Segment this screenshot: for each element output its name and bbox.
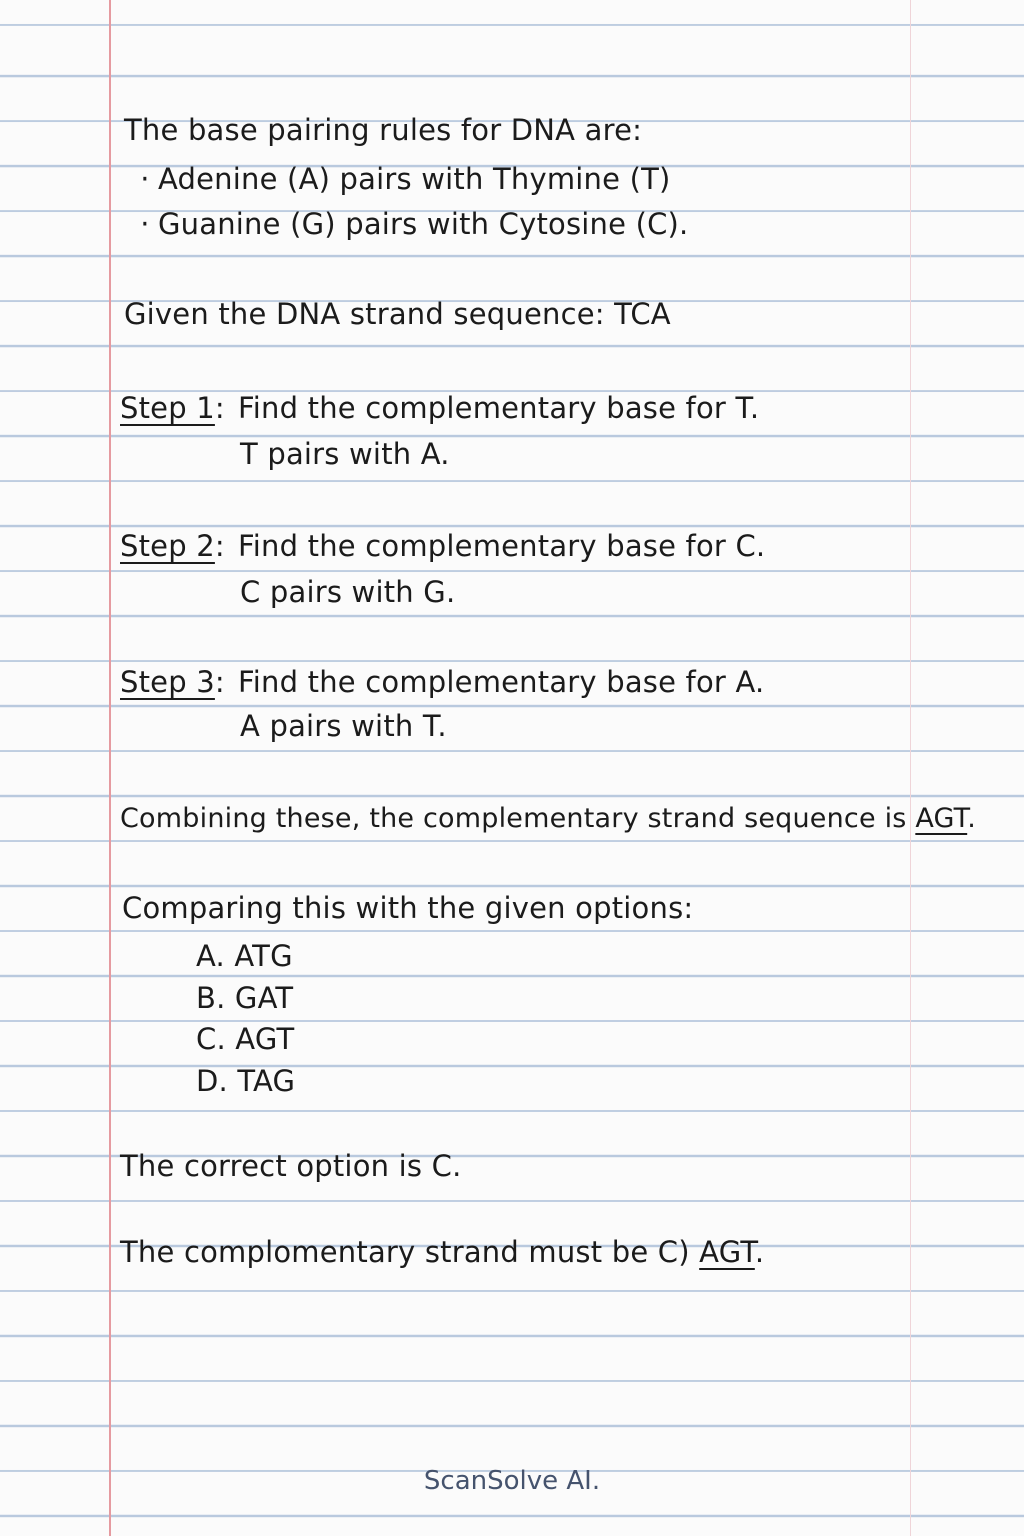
step-3-label: Step 3 xyxy=(120,665,215,699)
option-c: C. AGT xyxy=(196,1022,295,1056)
final-answer: AGT xyxy=(699,1235,755,1269)
step-2-label: Step 2 xyxy=(120,529,215,563)
combining-answer: AGT xyxy=(915,803,968,834)
step-1-instruction-line xyxy=(120,390,759,426)
step-3-instruction-line xyxy=(120,664,764,700)
option-a: A. ATG xyxy=(196,939,293,973)
rule-guanine-text: Guanine (G) pairs with Cytosine (C). xyxy=(158,207,689,241)
rule-adenine xyxy=(132,161,671,197)
bullet-dot: · xyxy=(140,162,150,196)
comparing-sentence: Comparing this with the given options: xyxy=(122,891,694,925)
given-sequence: Given the DNA strand sequence: TCA xyxy=(124,297,671,331)
rule-guanine xyxy=(132,206,688,242)
bullet-dot: · xyxy=(140,207,150,241)
combining-end: . xyxy=(967,803,976,834)
final-end: . xyxy=(754,1235,765,1269)
step-1-instruction: Find the complementary base for T. xyxy=(238,391,760,425)
step-2-instruction-line xyxy=(120,528,765,564)
step-1-label: Step 1 xyxy=(120,391,215,425)
red-margin-line xyxy=(109,0,111,1536)
option-b: B. GAT xyxy=(196,981,294,1015)
rules-intro: The base pairing rules for DNA are: xyxy=(124,113,643,147)
step-2-label-wrap xyxy=(120,528,238,564)
footer-brand: ScanSolve AI. xyxy=(423,1466,601,1496)
final-text: The complomentary strand must be C) xyxy=(120,1235,700,1269)
step-3-label-wrap xyxy=(120,664,238,700)
step-1-label-wrap xyxy=(120,390,238,426)
step-2-colon: : xyxy=(214,529,225,563)
step-2-instruction: Find the complementary base for C. xyxy=(238,529,766,563)
step-3-result: A pairs with T. xyxy=(240,709,447,743)
option-d: D. TAG xyxy=(196,1064,296,1098)
correct-option: The correct option is C. xyxy=(120,1149,462,1183)
combining-text: Combining these, the complementary strand sequence is xyxy=(120,803,916,834)
rule-adenine-text: Adenine (A) pairs with Thymine (T) xyxy=(158,162,671,196)
final-sentence xyxy=(120,1234,764,1270)
step-3-colon: : xyxy=(214,665,225,699)
step-3-instruction: Find the complementary base for A. xyxy=(238,665,765,699)
step-1-result: T pairs with A. xyxy=(240,437,450,471)
step-1-colon: : xyxy=(214,391,225,425)
combining-sentence xyxy=(120,801,976,837)
right-margin-line xyxy=(910,0,911,1536)
step-2-result: C pairs with G. xyxy=(240,575,456,609)
